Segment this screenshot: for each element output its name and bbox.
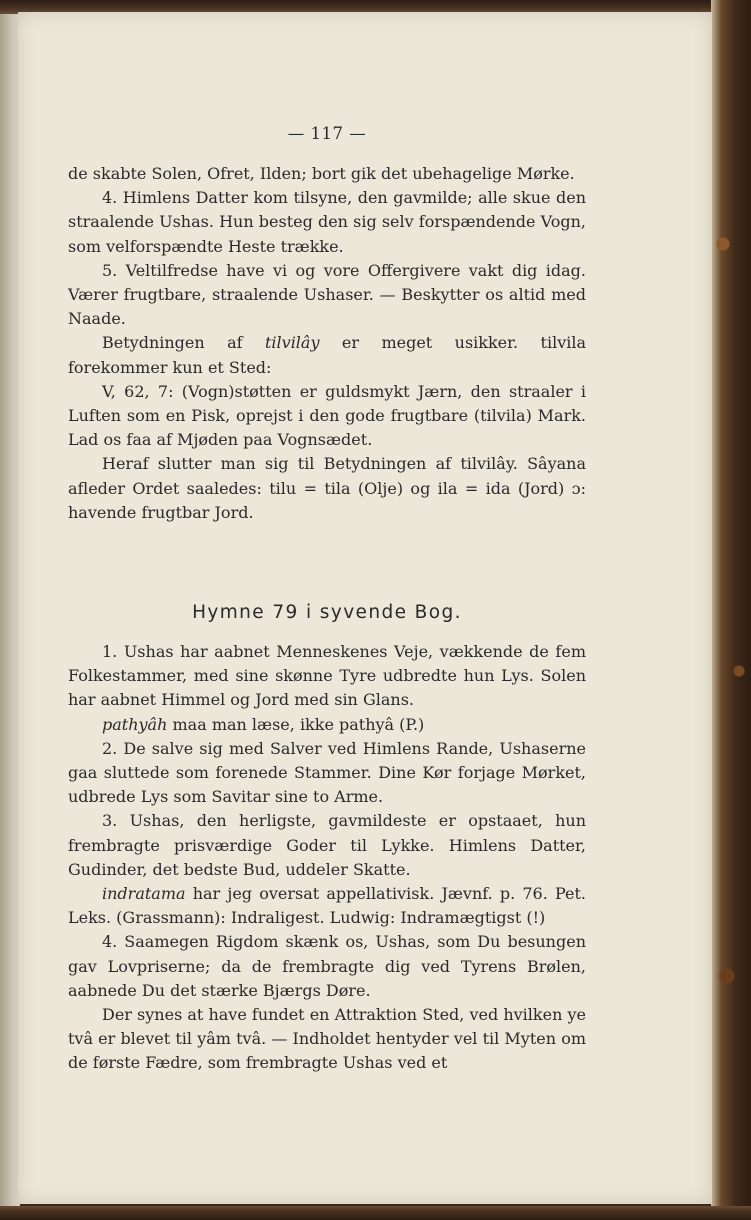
paragraph: 3. Ushas, den herligste, gavmildeste er opstaaet, hun frembragte prisværdige Goder til Lykke. Himlens Datter, Gudinder, det bedste Bud, uddeler Skatte. xyxy=(68,811,586,879)
paragraph: 5. Veltilfredse have vi og vore Offergivere vakt dig idag. Værer frugtbare, straalende Ushaser. — Beskytter os altid med Naade. xyxy=(68,260,586,329)
paragraph-text: har jeg oversat appellativisk. Jævnf. p. 76. Pet. Leks. (Grassmann): Indraligest. Ludwig: Indramægtigst (!) xyxy=(68,884,586,928)
paragraph-text: maa man læse, ikke pathyâ (P.) xyxy=(167,714,425,734)
paragraph: 1. Ushas har aabnet Menneskenes Veje, vækkende de fem Folkestammer, med sine skønne Tyre udbredte hun Lys. Solen har aabnet Himmel og Jord med sin Glans. xyxy=(68,642,586,710)
paragraph: V, 62, 7: (Vogn)støtten er guldsmykt Jærn, den straaler i Luften som en Pisk, oprejst i den gode frugtbare (tilvila) Mark. Lad os faa af Mjøden paa Vognsædet. xyxy=(68,381,586,450)
book-page xyxy=(18,12,712,1204)
paragraph xyxy=(68,713,586,737)
paragraph: Heraf slutter man sig til Betydningen af tilvilây. Sâyana afleder Ordet saaledes: tilu = tila (Olje) og ila = ida (Jord) ɔ: havende frugtbar Jord. xyxy=(68,454,586,522)
book-cover-right-edge xyxy=(711,0,751,1220)
book-cover-left-edge xyxy=(0,0,20,1220)
page-number: — 117 — xyxy=(287,124,367,143)
text-block-top xyxy=(68,162,586,525)
paragraph xyxy=(68,882,586,930)
paragraph xyxy=(68,331,586,379)
section-heading: Hymne 79 i syvende Bog. xyxy=(192,602,462,623)
paragraph: 2. De salve sig med Salver ved Himlens Rande, Ushaserne gaa sluttede som forenede Stammer. Dine Kør forjage Mørket, udbrede Lys som Savitar sine to Arme. xyxy=(68,738,586,807)
paragraph: Der synes at have fundet en Attraktion Sted, ved hvilken ye tvâ er blevet til yâm tvâ. — Indholdet hentyder vel til Myten om de første Fædre, som frembragte Ushas ved et xyxy=(68,1005,586,1073)
paragraph: 4. Saamegen Rigdom skænk os, Ushas, som Du besungen gav Lovpriserne; da de frembragte dig ved Tyrens Brølen, aabnede Du det stærke Bjærgs Døre. xyxy=(68,932,586,1000)
paragraph: 4. Himlens Datter kom tilsyne, den gavmilde; alle skue den straalende Ushas. Hun besteg den sig selv forspændende Vogn, som velforspændte Heste trække. xyxy=(68,188,586,256)
text-block-hymn xyxy=(68,640,586,1076)
italic-term: pathyâh xyxy=(102,714,168,734)
paragraph: de skabte Solen, Ofret, Ilden; bort gik det ubehagelige Mørke. xyxy=(68,164,575,183)
italic-term: tilvilây xyxy=(264,333,320,353)
italic-term: indratama xyxy=(102,884,186,904)
paragraph-text: Betydningen af xyxy=(102,333,265,353)
book-cover-bottom-edge xyxy=(0,1206,751,1220)
paragraph-text: er meget usikker. tilvila forekommer kun et Sted: xyxy=(68,333,587,377)
